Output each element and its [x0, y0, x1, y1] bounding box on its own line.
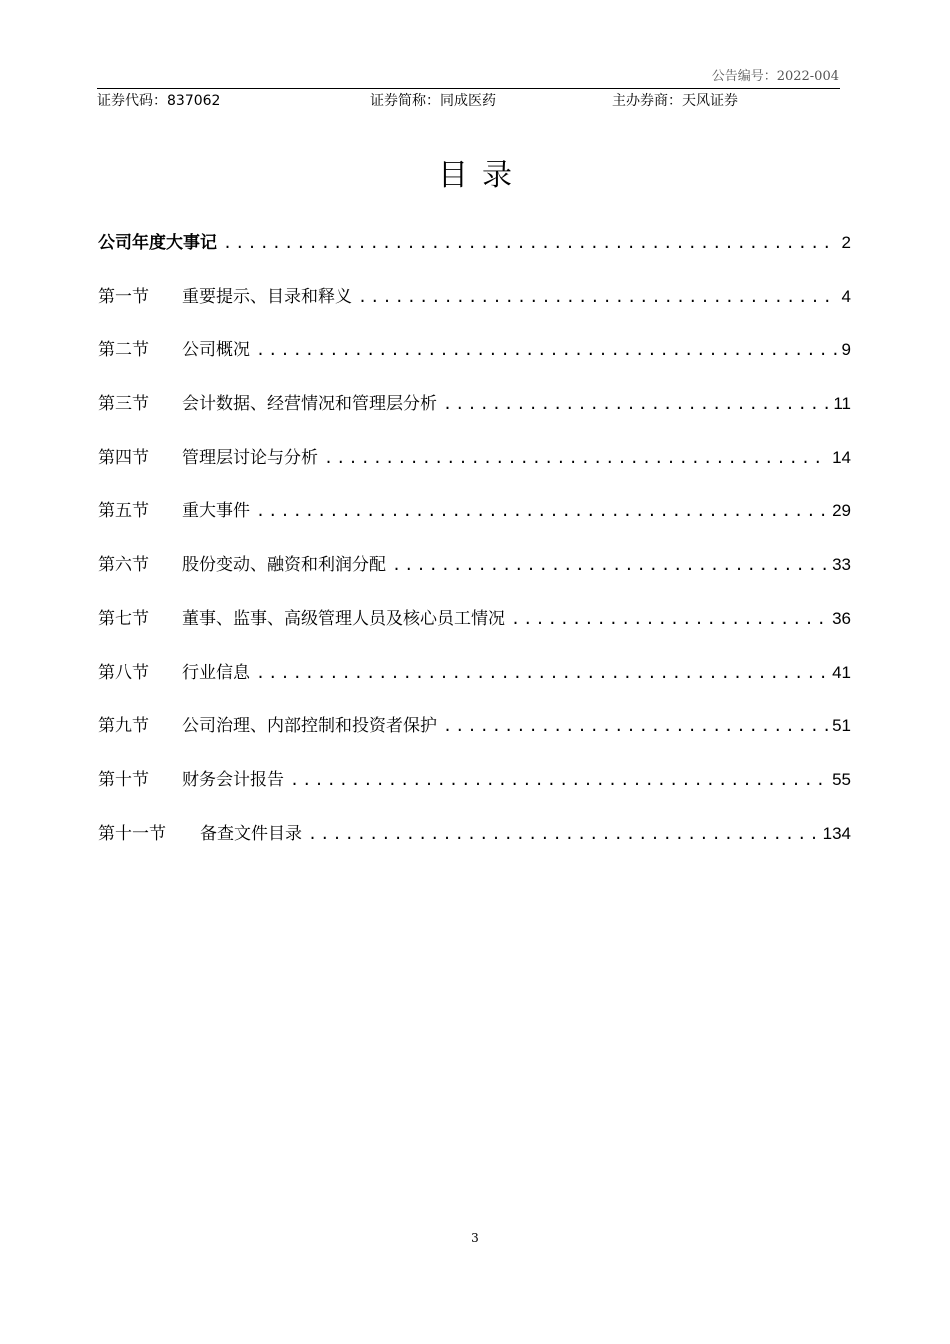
toc-entry-section-8[interactable]: [98, 660, 851, 714]
security-abbreviation: 证券简称：同成医药: [370, 93, 496, 109]
notice-number: 公告编号：2022-004: [711, 69, 839, 84]
toc-entry-section-10[interactable]: [98, 767, 851, 821]
toc-entry-title: 行业信息: [182, 662, 250, 683]
header-rule: [97, 88, 840, 89]
toc-leader-dots: [392, 552, 828, 578]
toc-entry-page: 2: [841, 233, 851, 252]
toc-section-label: 第十一节: [98, 823, 166, 844]
toc-entry-title: 股份变动、融资和利润分配: [182, 555, 386, 576]
toc-entry-title: 公司年度大事记: [98, 233, 217, 253]
toc-entry-title: 备查文件目录: [200, 823, 302, 844]
toc-entry-section-3[interactable]: [98, 391, 851, 445]
toc-entry-title: 会计数据、经营情况和管理层分析: [182, 394, 437, 415]
security-code: 证券代码：837062: [97, 93, 221, 109]
toc-leader-dots: [324, 445, 828, 471]
toc-leader-dots: [256, 337, 838, 363]
toc-entry-section-7[interactable]: [98, 606, 851, 660]
toc-section-label: 第五节: [98, 501, 149, 522]
page-number: 3: [471, 1231, 479, 1245]
document-header: [97, 91, 840, 111]
toc-leader-dots: [256, 660, 828, 686]
toc-entry-title: 重大事件: [182, 501, 250, 522]
toc-title: 目录: [438, 158, 526, 193]
toc-entry-title: 管理层讨论与分析: [182, 447, 318, 468]
toc-entry-section-4[interactable]: [98, 445, 851, 499]
toc-leader-dots: [290, 767, 828, 793]
toc-entry-title: 公司概况: [182, 340, 250, 361]
toc-entry-title: 公司治理、内部控制和投资者保护: [182, 716, 437, 737]
toc-section-label: 第二节: [98, 340, 149, 361]
toc-section-label: 第三节: [98, 394, 149, 415]
toc-entry-page: 11: [833, 394, 851, 414]
toc-section-label: 第一节: [98, 286, 149, 307]
toc-section-label: 第六节: [98, 555, 149, 576]
toc-leader-dots: [358, 284, 838, 310]
toc-entry-page: 29: [832, 501, 851, 521]
toc-entry-section-5[interactable]: [98, 498, 851, 552]
toc-entry-section-11[interactable]: [98, 821, 851, 875]
toc-entry-title: 重要提示、目录和释义: [182, 286, 352, 307]
toc-leader-dots: [256, 498, 828, 524]
toc-entry-section-1[interactable]: [98, 284, 851, 338]
toc-leader-dots: [308, 821, 819, 847]
toc-section-label: 第十节: [98, 769, 149, 790]
toc-entry-page: 4: [841, 286, 851, 306]
toc-section-label: 第八节: [98, 662, 149, 683]
toc-entry-page: 134: [822, 823, 851, 843]
toc-entry-section-6[interactable]: [98, 552, 851, 606]
toc-entry-page: 33: [832, 555, 851, 575]
toc-entry-page: 36: [832, 608, 851, 628]
toc-leader-dots: [223, 230, 838, 256]
sponsor-broker: 主办券商：天风证券: [612, 93, 738, 109]
toc-entry-events[interactable]: [98, 230, 851, 284]
toc-section-label: 第七节: [98, 608, 149, 629]
table-of-contents: [98, 230, 851, 874]
toc-entry-page: 41: [832, 662, 851, 682]
toc-entry-title: 董事、监事、高级管理人员及核心员工情况: [182, 608, 505, 629]
toc-section-label: 第四节: [98, 447, 149, 468]
toc-entry-section-2[interactable]: [98, 337, 851, 391]
toc-entry-page: 9: [841, 340, 851, 360]
toc-entry-page: 14: [832, 447, 851, 467]
toc-entry-title: 财务会计报告: [182, 769, 284, 790]
toc-section-label: 第九节: [98, 716, 149, 737]
toc-leader-dots: [511, 606, 828, 632]
toc-leader-dots: [443, 391, 829, 417]
toc-entry-section-9[interactable]: [98, 713, 851, 767]
toc-leader-dots: [443, 713, 828, 739]
toc-entry-page: 55: [832, 769, 851, 789]
toc-entry-page: 51: [832, 716, 851, 736]
